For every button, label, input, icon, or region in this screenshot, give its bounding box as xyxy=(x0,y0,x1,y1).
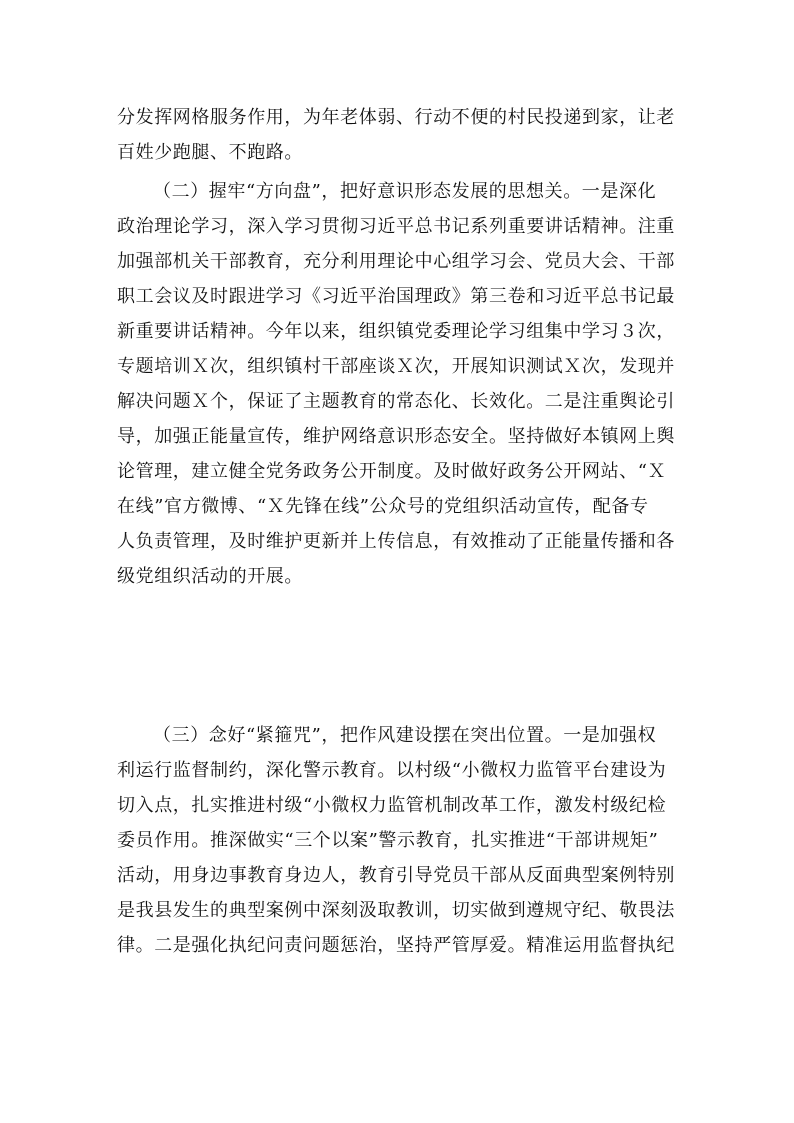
text-line: 利运行监督制约，深化警示教育。以村级“小微权力监管平台建设为 xyxy=(117,760,667,781)
text-line: 在线”官方微博、“Ｘ先锋在线”公众号的党组织活动宣传，配备专 xyxy=(117,496,649,517)
text-line: 活动，用身边事教育身边人，教育引导党员干部从反面典型案例特别 xyxy=(117,865,675,886)
text-line: 论管理，建立健全党务政务公开制度。及时做好政务公开网站、“Ｘ xyxy=(117,461,667,482)
text-line: 职工会议及时跟进学习《习近平治国理政》第三卷和习近平总书记最 xyxy=(117,286,675,307)
text-line: 是我县发生的典型案例中深刻汲取教训，切实做到遵规守纪、敬畏法 xyxy=(117,900,675,921)
text-line: 级党组织活动的开展。 xyxy=(117,566,303,587)
text-line: 导，加强正能量宣传，维护网络意识形态安全。坚持做好本镇网上舆 xyxy=(117,426,675,447)
text-line: （三）念好“紧箍咒”，把作风建设摆在突出位置。一是加强权 xyxy=(153,725,657,746)
paragraph-1 xyxy=(117,100,677,170)
text-line: 新重要讲话精神。今年以来，组织镇党委理论学习组集中学习３次， xyxy=(117,321,675,342)
text-line: 专题培训Ｘ次，组织镇村干部座谈Ｘ次，开展知识测试Ｘ次，发现并 xyxy=(117,356,675,377)
text-line: （二）握牢“方向盘”，把好意识形态发展的思想关。一是深化 xyxy=(153,181,657,202)
text-line: 分发挥网格服务作用，为年老体弱、行动不便的村民投递到家，让老 xyxy=(117,107,675,128)
text-line: 切入点，扎实推进村级“小微权力监管机制改革工作，激发村级纪检 xyxy=(117,795,667,816)
text-line: 政治理论学习，深入学习贯彻习近平总书记系列重要讲话精神。注重 xyxy=(117,216,675,237)
text-line: 律。二是强化执纪问责问题惩治，坚持严管厚爱。精准运用监督执纪 xyxy=(117,935,675,956)
text-line: 委员作用。推深做实“三个以案”警示教育，扎实推进“干部讲规矩” xyxy=(117,830,659,851)
paragraph-3 xyxy=(117,718,677,963)
paragraph-2 xyxy=(117,174,677,594)
text-line: 加强部机关干部教育，充分利用理论中心组学习会、党员大会、干部 xyxy=(117,251,675,272)
text-line: 解决问题Ｘ个，保证了主题教育的常态化、长效化。二是注重舆论引 xyxy=(117,391,675,412)
text-line: 百姓少跑腿、不跑路。 xyxy=(117,142,303,163)
text-line: 人负责管理，及时维护更新并上传信息，有效推动了正能量传播和各 xyxy=(117,531,675,552)
